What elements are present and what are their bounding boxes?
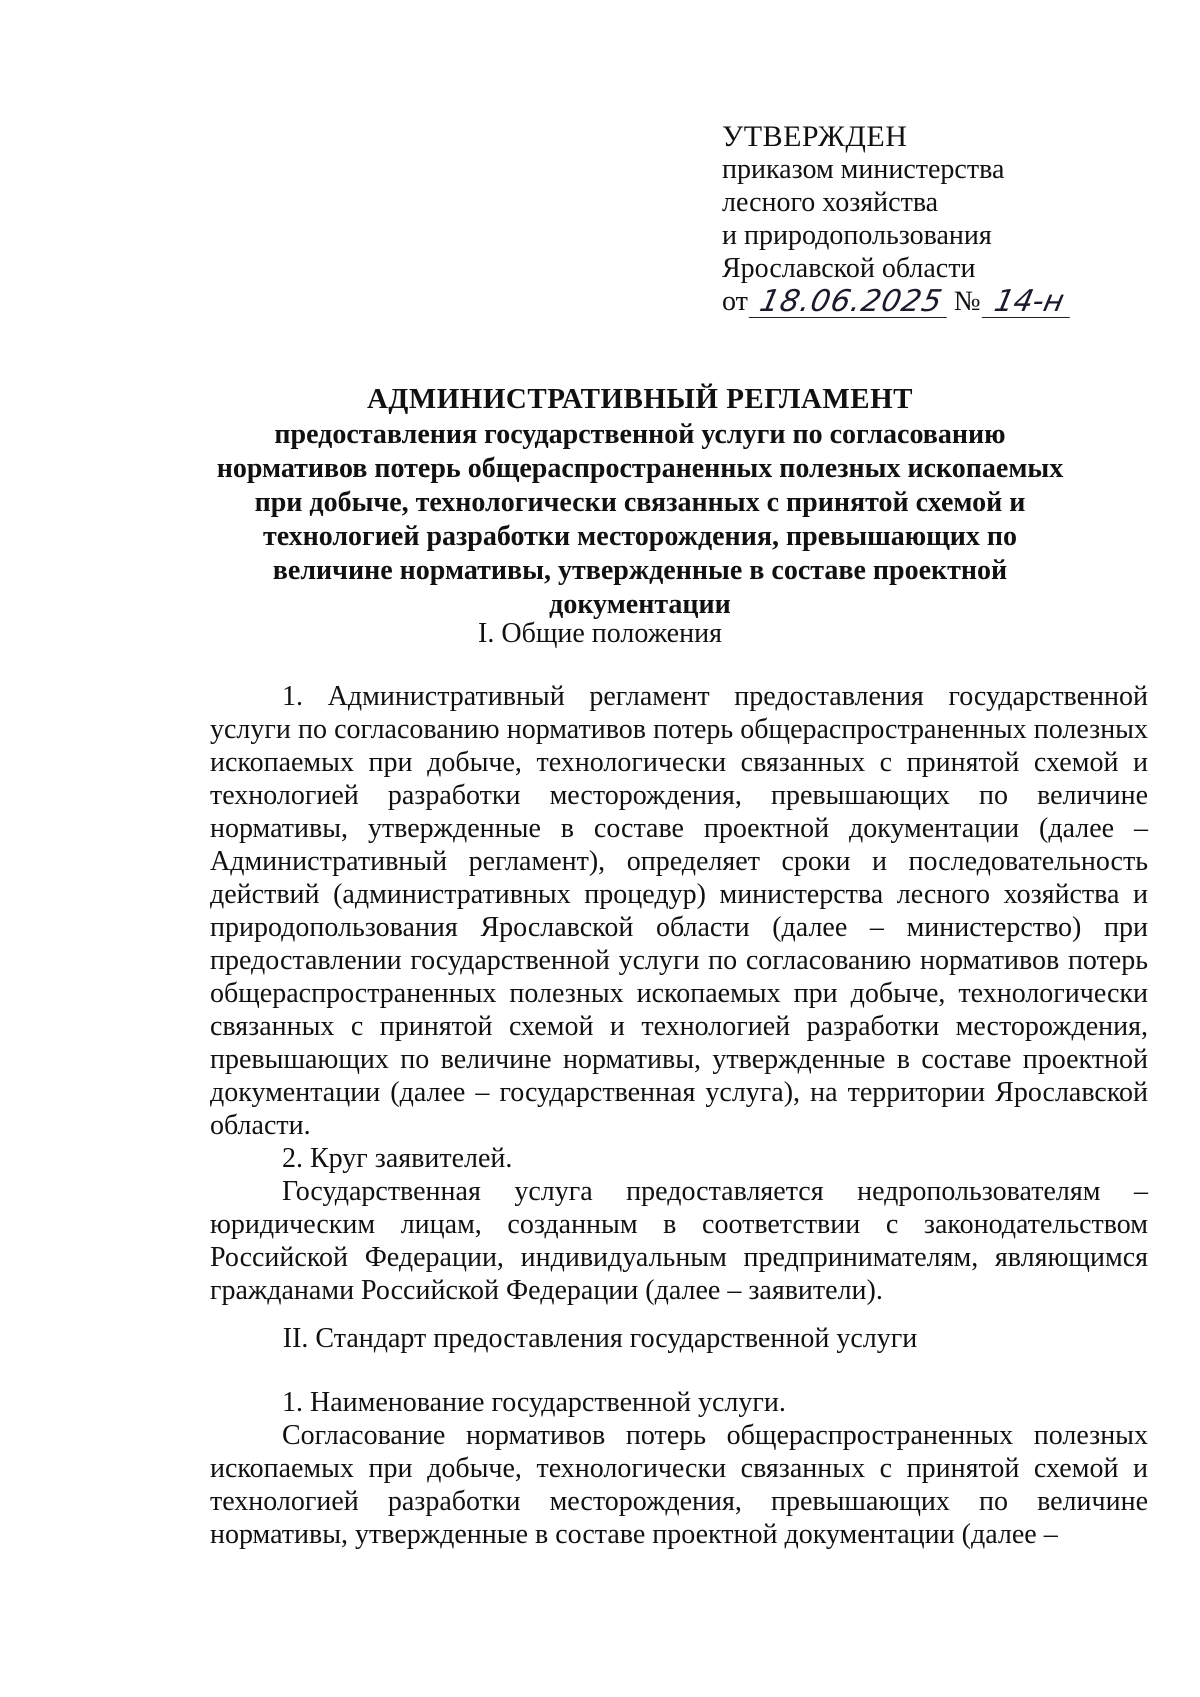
section-2-heading: II. Стандарт предоставления государственной услуги (282, 1323, 918, 1354)
handwritten-order-number: 14-н (981, 287, 1076, 318)
approval-line-2: лесного хозяйства (722, 187, 939, 218)
section-1-body (210, 680, 1148, 1307)
paragraph-2: 2. Круг заявителей. (282, 1143, 513, 1174)
approval-line-1: приказом министерства (722, 154, 1005, 185)
from-label: от (722, 286, 748, 317)
number-label: № (953, 286, 981, 317)
paragraph-4: 1. Наименование государственной услуги. (282, 1387, 786, 1418)
paragraph-5: Согласование нормативов потерь общераспространенных полезных ископаемых при добыче, технологически связанных с принятой схемой и технологией разработки месторождения, превышающих по величине нормативы, утвержденные в составе проектной документации (далее – (210, 1420, 1148, 1550)
section-1-heading: I. Общие положения (478, 618, 722, 649)
section-2-body (210, 1386, 1148, 1551)
approval-line-3: и природопользования (722, 220, 992, 251)
handwritten-order-date: 18.06.2025 (749, 287, 954, 318)
title-main: АДМИНИСТРАТИВНЫЙ РЕГЛАМЕНТ (366, 383, 913, 415)
approval-block (722, 120, 1152, 318)
paragraph-3: Государственная услуга предоставляется недропользователям – юридическим лицам, созданным в соответствии с законодательством Российской Федерации, индивидуальным предпринимателям, являющимся гражданами Российской Федерации (далее – заявители). (210, 1176, 1148, 1306)
title-subtitle: предоставления государственной услуги по согласованию нормативов потерь общераспространенных полезных ископаемых при добыче, технологически связанных с принятой схемой и технологией разработки месторождения, превышающих по величине нормативы, утвержденные в составе проектной документации (216, 419, 1064, 620)
document-title (200, 382, 1080, 622)
approval-status: УТВЕРЖДЕН (722, 120, 908, 153)
approval-line-4: Ярославской области (722, 253, 976, 284)
paragraph-1: 1. Административный регламент предоставления государственной услуги по согласованию нормативов потерь общераспространенных полезных ископаемых при добыче, технологически связанных с принятой схемой и технологией разработки месторождения, превышающих по величине нормативы, утвержденные в составе проектной документации (далее – Административный регламент), определяет сроки и последовательность действий (административных процедур) министерства лесного хозяйства и природопользования Ярославской области (далее – министерство) при предоставлении государственной услуги по согласованию нормативов потерь общераспространенных полезных ископаемых при добыче, технологически связанных с принятой схемой и технологией разработки месторождения, превышающих по величине нормативы, утвержденные в составе проектной документации (далее – государственная услуга), на территории Ярославской области. (210, 681, 1148, 1141)
order-date-number-line (722, 285, 1152, 318)
